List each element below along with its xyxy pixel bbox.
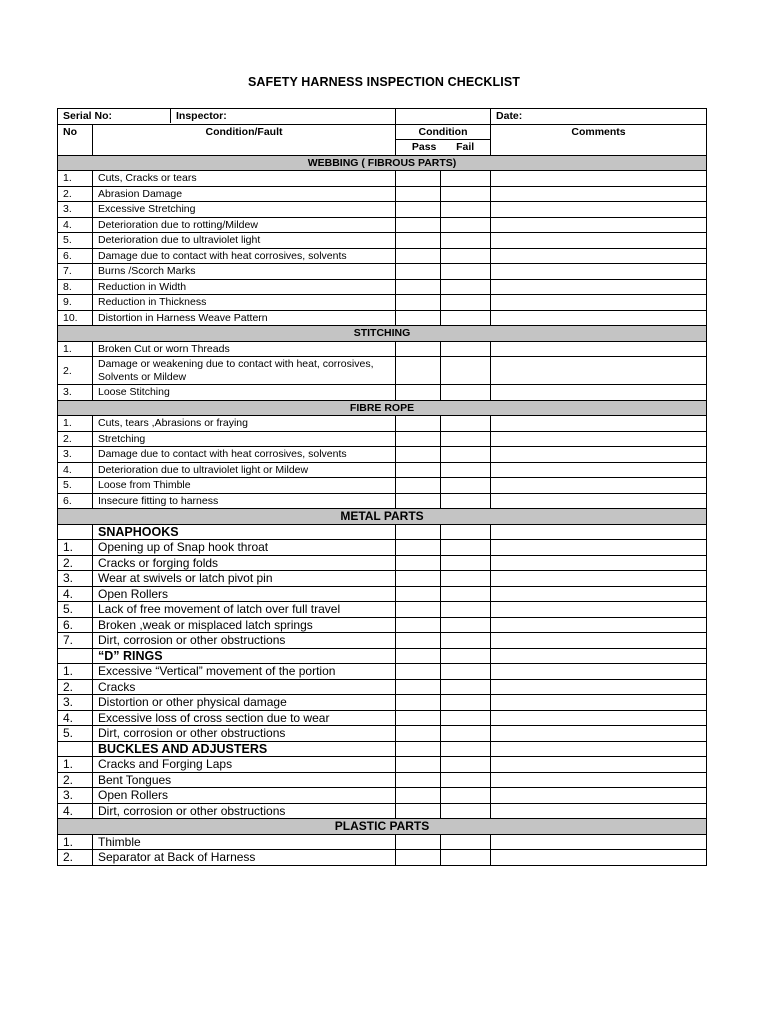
item-number: 5.	[58, 478, 93, 494]
comments-cell[interactable]	[491, 248, 707, 264]
pass-checkbox-cell[interactable]	[396, 264, 441, 280]
inspector-label: Inspector:	[176, 110, 227, 123]
checklist-row	[58, 540, 707, 556]
comments-cell[interactable]	[491, 850, 707, 866]
comments-cell[interactable]	[491, 524, 707, 540]
fail-checkbox-cell[interactable]	[441, 233, 491, 249]
comments-cell[interactable]	[491, 664, 707, 680]
pass-checkbox-cell[interactable]	[396, 710, 441, 726]
pass-checkbox-cell[interactable]	[396, 524, 441, 540]
fail-checkbox-cell[interactable]	[441, 462, 491, 478]
checklist-row	[58, 416, 707, 432]
pass-checkbox-cell[interactable]	[396, 679, 441, 695]
item-number: 10.	[58, 310, 93, 326]
comments-cell[interactable]	[491, 633, 707, 649]
item-condition-text: Loose Stitching	[93, 385, 396, 401]
header-row-columns	[58, 124, 707, 140]
item-number: 3.	[58, 385, 93, 401]
checklist-row	[58, 850, 707, 866]
comments-cell[interactable]	[491, 202, 707, 218]
pass-checkbox-cell[interactable]	[396, 726, 441, 742]
section-title: STITCHING	[58, 326, 707, 342]
item-condition-text: Reduction in Width	[93, 279, 396, 295]
subsection-title: SNAPHOOKS	[93, 524, 396, 540]
checklist-row	[58, 233, 707, 249]
pass-checkbox-cell[interactable]	[396, 571, 441, 587]
item-condition-text: Bent Tongues	[93, 772, 396, 788]
checklist-row	[58, 602, 707, 618]
comments-cell[interactable]	[491, 540, 707, 556]
comments-cell[interactable]	[491, 264, 707, 280]
checklist-row	[58, 710, 707, 726]
pass-checkbox-cell[interactable]	[396, 586, 441, 602]
comments-cell[interactable]	[491, 357, 707, 385]
item-number: 4.	[58, 462, 93, 478]
pass-checkbox-cell[interactable]	[396, 757, 441, 773]
fail-checkbox-cell[interactable]	[441, 571, 491, 587]
comments-cell[interactable]	[491, 757, 707, 773]
pass-checkbox-cell[interactable]	[396, 834, 441, 850]
item-condition-text: Loose from Thimble	[93, 478, 396, 494]
col-condition-fault-header: Condition/Fault	[93, 124, 396, 155]
item-condition-text: Deterioration due to ultraviolet light	[93, 233, 396, 249]
comments-cell[interactable]	[491, 385, 707, 401]
comments-cell[interactable]	[491, 478, 707, 494]
pass-checkbox-cell[interactable]	[396, 850, 441, 866]
pass-checkbox-cell[interactable]	[396, 493, 441, 509]
col-no-header: No	[58, 124, 93, 155]
item-condition-text: Damage due to contact with heat corrosives, solvents	[93, 248, 396, 264]
item-condition-text: Open Rollers	[93, 586, 396, 602]
checklist-row	[58, 633, 707, 649]
item-number: 1.	[58, 757, 93, 773]
item-condition-text: Distortion or other physical damage	[93, 695, 396, 711]
subsection-title: “D” RINGS	[93, 648, 396, 664]
pass-checkbox-cell[interactable]	[396, 664, 441, 680]
pass-checkbox-cell[interactable]	[396, 202, 441, 218]
checklist-row	[58, 586, 707, 602]
pass-checkbox-cell[interactable]	[396, 341, 441, 357]
item-condition-text: Dirt, corrosion or other obstructions	[93, 726, 396, 742]
fail-checkbox-cell[interactable]	[441, 648, 491, 664]
pass-checkbox-cell[interactable]	[396, 617, 441, 633]
comments-cell[interactable]	[491, 679, 707, 695]
item-condition-text: Distortion in Harness Weave Pattern	[93, 310, 396, 326]
comments-cell[interactable]	[491, 772, 707, 788]
pass-checkbox-cell[interactable]	[396, 416, 441, 432]
checklist-row	[58, 357, 707, 385]
item-number: 4.	[58, 586, 93, 602]
pass-checkbox-cell[interactable]	[396, 279, 441, 295]
item-condition-text: Reduction in Thickness	[93, 295, 396, 311]
pass-checkbox-cell[interactable]	[396, 462, 441, 478]
pass-checkbox-cell[interactable]	[396, 385, 441, 401]
pass-fail-header	[396, 140, 491, 156]
section-header-row	[58, 509, 707, 525]
subsection-header-row	[58, 524, 707, 540]
item-condition-text: Thimble	[93, 834, 396, 850]
item-number: 1.	[58, 664, 93, 680]
comments-cell[interactable]	[491, 803, 707, 819]
fail-checkbox-cell[interactable]	[441, 726, 491, 742]
checklist-row	[58, 341, 707, 357]
comments-cell[interactable]	[491, 447, 707, 463]
item-number: 7.	[58, 264, 93, 280]
item-condition-text: Excessive “Vertical” movement of the portion	[93, 664, 396, 680]
comments-cell[interactable]	[491, 493, 707, 509]
comments-cell[interactable]	[491, 431, 707, 447]
checklist-row	[58, 310, 707, 326]
pass-checkbox-cell[interactable]	[396, 310, 441, 326]
item-number: 1.	[58, 540, 93, 556]
pass-checkbox-cell[interactable]	[396, 248, 441, 264]
item-condition-text: Open Rollers	[93, 788, 396, 804]
pass-checkbox-cell[interactable]	[396, 633, 441, 649]
checklist-row	[58, 679, 707, 695]
pass-checkbox-cell[interactable]	[396, 295, 441, 311]
date-label: Date:	[496, 110, 523, 123]
fail-checkbox-cell[interactable]	[441, 757, 491, 773]
fail-checkbox-cell[interactable]	[441, 171, 491, 187]
fail-checkbox-cell[interactable]	[441, 695, 491, 711]
item-condition-text: Cracks and Forging Laps	[93, 757, 396, 773]
item-number: 6.	[58, 493, 93, 509]
pass-checkbox-cell[interactable]	[396, 478, 441, 494]
item-condition-text: Abrasion Damage	[93, 186, 396, 202]
comments-cell[interactable]	[491, 416, 707, 432]
comments-cell[interactable]	[491, 648, 707, 664]
checklist-row	[58, 788, 707, 804]
checklist-row	[58, 217, 707, 233]
header-row-serial	[58, 109, 707, 125]
checklist-row	[58, 478, 707, 494]
fail-checkbox-cell[interactable]	[441, 279, 491, 295]
checklist-row	[58, 493, 707, 509]
fail-checkbox-cell[interactable]	[441, 493, 491, 509]
comments-cell[interactable]	[491, 741, 707, 757]
item-condition-text: Lack of free movement of latch over full travel	[93, 602, 396, 618]
fail-checkbox-cell[interactable]	[441, 834, 491, 850]
fail-checkbox-cell[interactable]	[441, 478, 491, 494]
fail-checkbox-cell[interactable]	[441, 586, 491, 602]
pass-checkbox-cell[interactable]	[396, 803, 441, 819]
pass-checkbox-cell[interactable]	[396, 186, 441, 202]
fail-checkbox-cell[interactable]	[441, 447, 491, 463]
item-number: 1.	[58, 341, 93, 357]
comments-cell[interactable]	[491, 555, 707, 571]
fail-checkbox-cell[interactable]	[441, 310, 491, 326]
fail-checkbox-cell[interactable]	[441, 772, 491, 788]
pass-checkbox-cell[interactable]	[396, 447, 441, 463]
item-number: 4.	[58, 710, 93, 726]
fail-checkbox-cell[interactable]	[441, 295, 491, 311]
item-condition-text: Cuts, tears ,Abrasions or fraying	[93, 416, 396, 432]
item-condition-text: Insecure fitting to harness	[93, 493, 396, 509]
item-number: 2.	[58, 555, 93, 571]
fail-checkbox-cell[interactable]	[441, 679, 491, 695]
pass-checkbox-cell[interactable]	[396, 555, 441, 571]
section-title: FIBRE ROPE	[58, 400, 707, 416]
item-condition-text: Excessive loss of cross section due to wear	[93, 710, 396, 726]
subsection-number-blank	[58, 741, 93, 757]
comments-cell[interactable]	[491, 834, 707, 850]
item-condition-text: Opening up of Snap hook throat	[93, 540, 396, 556]
subsection-title: BUCKLES AND ADJUSTERS	[93, 741, 396, 757]
fail-checkbox-cell[interactable]	[441, 217, 491, 233]
item-condition-text: Damage due to contact with heat corrosives, solvents	[93, 447, 396, 463]
fail-checkbox-cell[interactable]	[441, 202, 491, 218]
checklist-row	[58, 248, 707, 264]
checklist-row	[58, 834, 707, 850]
item-number: 1.	[58, 416, 93, 432]
item-condition-text: Cracks or forging folds	[93, 555, 396, 571]
item-condition-text: Dirt, corrosion or other obstructions	[93, 803, 396, 819]
item-number: 1.	[58, 171, 93, 187]
checklist-row	[58, 695, 707, 711]
checklist-row	[58, 555, 707, 571]
fail-checkbox-cell[interactable]	[441, 431, 491, 447]
item-condition-text: Separator at Back of Harness	[93, 850, 396, 866]
item-number: 1.	[58, 834, 93, 850]
checklist-row	[58, 431, 707, 447]
comments-cell[interactable]	[491, 571, 707, 587]
item-condition-text: Dirt, corrosion or other obstructions	[93, 633, 396, 649]
col-comments-header: Comments	[491, 124, 707, 155]
comments-cell[interactable]	[491, 710, 707, 726]
comments-cell[interactable]	[491, 602, 707, 618]
inspector-field[interactable]	[396, 109, 491, 125]
section-header-row	[58, 155, 707, 171]
checklist-row	[58, 202, 707, 218]
checklist-row	[58, 803, 707, 819]
checklist-row	[58, 171, 707, 187]
item-number: 6.	[58, 617, 93, 633]
inspection-checklist-table	[57, 108, 707, 866]
checklist-row	[58, 664, 707, 680]
checklist-row	[58, 279, 707, 295]
item-number: 5.	[58, 233, 93, 249]
pass-checkbox-cell[interactable]	[396, 217, 441, 233]
section-header-row	[58, 326, 707, 342]
subsection-number-blank	[58, 648, 93, 664]
document-title: SAFETY HARNESS INSPECTION CHECKLIST	[247, 75, 521, 89]
checklist-row	[58, 186, 707, 202]
checklist-row	[58, 571, 707, 587]
comments-cell[interactable]	[491, 310, 707, 326]
checklist-row	[58, 385, 707, 401]
item-number: 2.	[58, 850, 93, 866]
item-condition-text: Damage or weakening due to contact with heat, corrosives, Solvents or Mildew	[93, 357, 396, 385]
section-header-row	[58, 819, 707, 835]
subsection-header-row	[58, 648, 707, 664]
checklist-row	[58, 772, 707, 788]
comments-cell[interactable]	[491, 726, 707, 742]
item-number: 2.	[58, 679, 93, 695]
section-title: WEBBING ( FIBROUS PARTS)	[58, 155, 707, 171]
checklist-row	[58, 617, 707, 633]
item-number: 4.	[58, 217, 93, 233]
item-condition-text: Broken ,weak or misplaced latch springs	[93, 617, 396, 633]
pass-checkbox-cell[interactable]	[396, 695, 441, 711]
comments-cell[interactable]	[491, 295, 707, 311]
checklist-row	[58, 295, 707, 311]
fail-checkbox-cell[interactable]	[441, 186, 491, 202]
subsection-header-row	[58, 741, 707, 757]
serial-inspector-cell[interactable]	[58, 109, 396, 125]
pass-checkbox-cell[interactable]	[396, 741, 441, 757]
item-condition-text: Burns /Scorch Marks	[93, 264, 396, 280]
item-number: 2.	[58, 357, 93, 385]
item-condition-text: Cuts, Cracks or tears	[93, 171, 396, 187]
item-number: 2.	[58, 431, 93, 447]
item-condition-text: Wear at swivels or latch pivot pin	[93, 571, 396, 587]
comments-cell[interactable]	[491, 462, 707, 478]
comments-cell[interactable]	[491, 341, 707, 357]
pass-checkbox-cell[interactable]	[396, 602, 441, 618]
fail-checkbox-cell[interactable]	[441, 385, 491, 401]
item-number: 2.	[58, 772, 93, 788]
fail-checkbox-cell[interactable]	[441, 341, 491, 357]
comments-cell[interactable]	[491, 186, 707, 202]
item-number: 5.	[58, 726, 93, 742]
item-number: 5.	[58, 602, 93, 618]
item-condition-text: Deterioration due to rotting/Mildew	[93, 217, 396, 233]
checklist-row	[58, 447, 707, 463]
date-field[interactable]	[491, 109, 707, 125]
comments-cell[interactable]	[491, 171, 707, 187]
pass-checkbox-cell[interactable]	[396, 171, 441, 187]
comments-cell[interactable]	[491, 217, 707, 233]
col-pass-header: Pass	[411, 141, 437, 154]
pass-checkbox-cell[interactable]	[396, 788, 441, 804]
item-number: 2.	[58, 186, 93, 202]
fail-checkbox-cell[interactable]	[441, 248, 491, 264]
pass-checkbox-cell[interactable]	[396, 540, 441, 556]
fail-checkbox-cell[interactable]	[441, 803, 491, 819]
item-number: 8.	[58, 279, 93, 295]
comments-cell[interactable]	[491, 617, 707, 633]
col-fail-header: Fail	[456, 141, 475, 154]
comments-cell[interactable]	[491, 233, 707, 249]
section-title: METAL PARTS	[58, 509, 707, 525]
checklist-row	[58, 264, 707, 280]
item-condition-text: Excessive Stretching	[93, 202, 396, 218]
comments-cell[interactable]	[491, 788, 707, 804]
fail-checkbox-cell[interactable]	[441, 524, 491, 540]
pass-checkbox-cell[interactable]	[396, 233, 441, 249]
checklist-row	[58, 726, 707, 742]
fail-checkbox-cell[interactable]	[441, 741, 491, 757]
item-number: 3.	[58, 571, 93, 587]
item-number: 7.	[58, 633, 93, 649]
item-condition-text: Cracks	[93, 679, 396, 695]
item-number: 3.	[58, 202, 93, 218]
fail-checkbox-cell[interactable]	[441, 540, 491, 556]
item-condition-text: Deterioration due to ultraviolet light or Mildew	[93, 462, 396, 478]
item-condition-text: Broken Cut or worn Threads	[93, 341, 396, 357]
serial-label: Serial No:	[58, 109, 171, 123]
comments-cell[interactable]	[491, 279, 707, 295]
fail-checkbox-cell[interactable]	[441, 710, 491, 726]
item-number: 6.	[58, 248, 93, 264]
col-condition-header: Condition	[396, 124, 491, 140]
fail-checkbox-cell[interactable]	[441, 617, 491, 633]
pass-checkbox-cell[interactable]	[396, 357, 441, 385]
fail-checkbox-cell[interactable]	[441, 416, 491, 432]
item-condition-text: Stretching	[93, 431, 396, 447]
checklist-row	[58, 757, 707, 773]
section-header-row	[58, 400, 707, 416]
fail-checkbox-cell[interactable]	[441, 357, 491, 385]
item-number: 4.	[58, 803, 93, 819]
fail-checkbox-cell[interactable]	[441, 850, 491, 866]
item-number: 3.	[58, 695, 93, 711]
checklist-row	[58, 462, 707, 478]
pass-checkbox-cell[interactable]	[396, 772, 441, 788]
comments-cell[interactable]	[491, 695, 707, 711]
section-title: PLASTIC PARTS	[58, 819, 707, 835]
fail-checkbox-cell[interactable]	[441, 602, 491, 618]
pass-checkbox-cell[interactable]	[396, 648, 441, 664]
item-number: 9.	[58, 295, 93, 311]
fail-checkbox-cell[interactable]	[441, 633, 491, 649]
comments-cell[interactable]	[491, 586, 707, 602]
item-number: 3.	[58, 788, 93, 804]
pass-checkbox-cell[interactable]	[396, 431, 441, 447]
fail-checkbox-cell[interactable]	[441, 788, 491, 804]
item-number: 3.	[58, 447, 93, 463]
fail-checkbox-cell[interactable]	[441, 555, 491, 571]
subsection-number-blank	[58, 524, 93, 540]
fail-checkbox-cell[interactable]	[441, 264, 491, 280]
fail-checkbox-cell[interactable]	[441, 664, 491, 680]
